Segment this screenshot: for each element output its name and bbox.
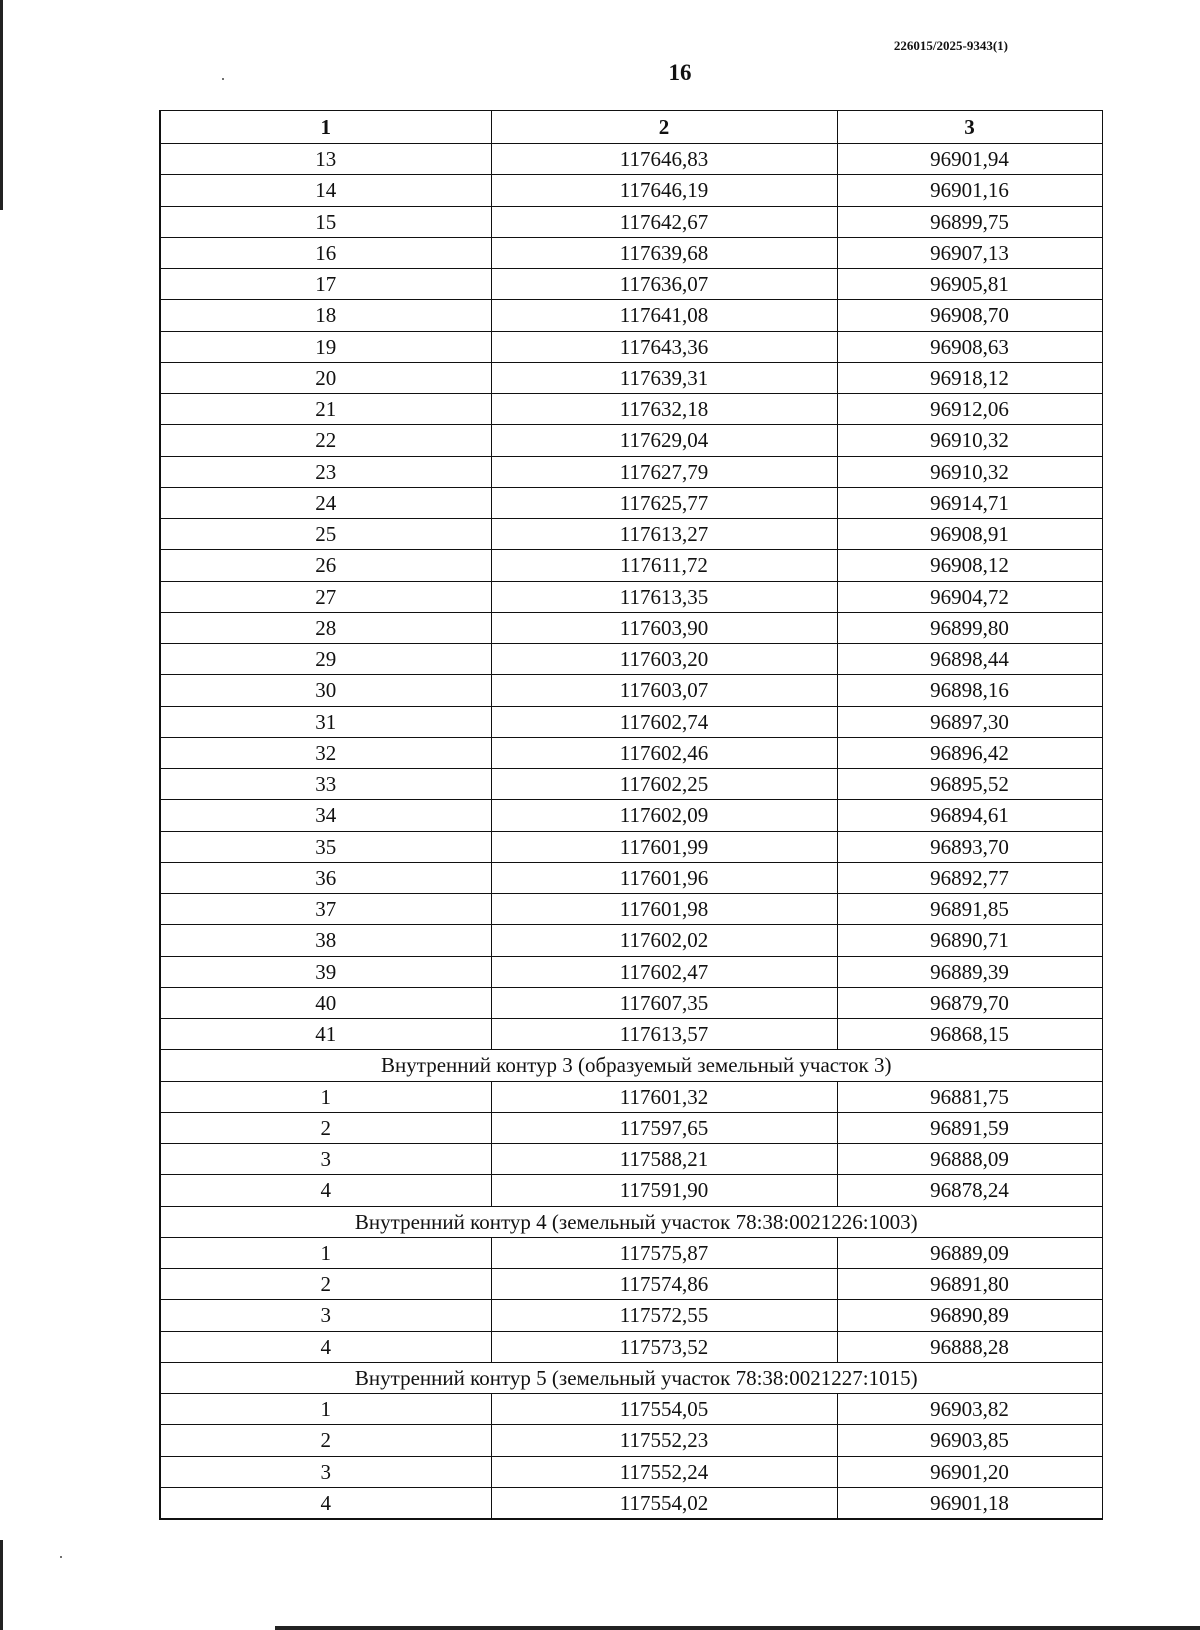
- point-number-cell: 37: [160, 894, 491, 925]
- point-number-cell: 27: [160, 581, 491, 612]
- table-row: [160, 425, 1102, 456]
- x-coordinate-cell: 117639,31: [491, 362, 837, 393]
- x-coordinate-cell: 117607,35: [491, 987, 837, 1018]
- table-row: [160, 206, 1102, 237]
- coordinates-table-body: [160, 111, 1102, 1520]
- point-number-cell: 4: [160, 1175, 491, 1206]
- point-number-cell: 19: [160, 331, 491, 362]
- table-row: [160, 1300, 1102, 1331]
- x-coordinate-cell: 117552,24: [491, 1456, 837, 1487]
- coordinates-table: [159, 110, 1103, 1520]
- x-coordinate-cell: 117601,96: [491, 862, 837, 893]
- point-number-cell: 29: [160, 644, 491, 675]
- x-coordinate-cell: 117602,25: [491, 769, 837, 800]
- x-coordinate-cell: 117613,27: [491, 519, 837, 550]
- x-coordinate-cell: 117602,09: [491, 800, 837, 831]
- y-coordinate-cell: 96908,63: [837, 331, 1102, 362]
- y-coordinate-cell: 96912,06: [837, 394, 1102, 425]
- point-number-cell: 22: [160, 425, 491, 456]
- point-number-cell: 2: [160, 1269, 491, 1300]
- point-number-cell: 35: [160, 831, 491, 862]
- x-coordinate-cell: 117602,02: [491, 925, 837, 956]
- section-title: Внутренний контур 4 (земельный участок 78:38:0021226:1003): [160, 1206, 1102, 1237]
- point-number-cell: 3: [160, 1300, 491, 1331]
- table-row: [160, 831, 1102, 862]
- x-coordinate-cell: 117554,02: [491, 1487, 837, 1519]
- table-row: [160, 706, 1102, 737]
- table-row: [160, 956, 1102, 987]
- y-coordinate-cell: 96903,85: [837, 1425, 1102, 1456]
- y-coordinate-cell: 96879,70: [837, 987, 1102, 1018]
- table-row: [160, 144, 1102, 175]
- x-coordinate-cell: 117613,57: [491, 1019, 837, 1050]
- scan-edge-bottom: [0, 1540, 3, 1630]
- x-coordinate-cell: 117632,18: [491, 394, 837, 425]
- y-coordinate-cell: 96901,94: [837, 144, 1102, 175]
- x-coordinate-cell: 117646,19: [491, 175, 837, 206]
- point-number-cell: 20: [160, 362, 491, 393]
- table-row: [160, 644, 1102, 675]
- y-coordinate-cell: 96910,32: [837, 425, 1102, 456]
- table-row: [160, 800, 1102, 831]
- table-row: [160, 519, 1102, 550]
- table-row: [160, 1175, 1102, 1206]
- y-coordinate-cell: 96908,12: [837, 550, 1102, 581]
- y-coordinate-cell: 96890,89: [837, 1300, 1102, 1331]
- y-coordinate-cell: 96899,75: [837, 206, 1102, 237]
- y-coordinate-cell: 96894,61: [837, 800, 1102, 831]
- x-coordinate-cell: 117636,07: [491, 269, 837, 300]
- scan-edge-top: [0, 0, 3, 210]
- x-coordinate-cell: 117601,98: [491, 894, 837, 925]
- y-coordinate-cell: 96888,09: [837, 1144, 1102, 1175]
- point-number-cell: 24: [160, 487, 491, 518]
- point-number-cell: 26: [160, 550, 491, 581]
- y-coordinate-cell: 96901,20: [837, 1456, 1102, 1487]
- document-number: 226015/2025-9343(1): [893, 38, 1008, 53]
- x-coordinate-cell: 117603,20: [491, 644, 837, 675]
- y-coordinate-cell: 96907,13: [837, 237, 1102, 268]
- point-number-cell: 1: [160, 1394, 491, 1425]
- y-coordinate-cell: 96890,71: [837, 925, 1102, 956]
- y-coordinate-cell: 96903,82: [837, 1394, 1102, 1425]
- table-row: [160, 269, 1102, 300]
- x-coordinate-cell: 117602,74: [491, 706, 837, 737]
- table-row: [160, 237, 1102, 268]
- table-row: [160, 737, 1102, 768]
- column-header: 3: [837, 111, 1102, 144]
- table-row: [160, 331, 1102, 362]
- x-coordinate-cell: 117573,52: [491, 1331, 837, 1362]
- column-header: 2: [491, 111, 837, 144]
- table-row: [160, 894, 1102, 925]
- point-number-cell: 14: [160, 175, 491, 206]
- x-coordinate-cell: 117602,46: [491, 737, 837, 768]
- x-coordinate-cell: 117646,83: [491, 144, 837, 175]
- table-row: [160, 1144, 1102, 1175]
- y-coordinate-cell: 96895,52: [837, 769, 1102, 800]
- table-row: [160, 862, 1102, 893]
- point-number-cell: 23: [160, 456, 491, 487]
- point-number-cell: 13: [160, 144, 491, 175]
- section-title-row: [160, 1206, 1102, 1237]
- point-number-cell: 33: [160, 769, 491, 800]
- point-number-cell: 38: [160, 925, 491, 956]
- y-coordinate-cell: 96910,32: [837, 456, 1102, 487]
- table-row: [160, 1112, 1102, 1143]
- y-coordinate-cell: 96896,42: [837, 737, 1102, 768]
- point-number-cell: 4: [160, 1487, 491, 1519]
- point-number-cell: 28: [160, 612, 491, 643]
- y-coordinate-cell: 96891,80: [837, 1269, 1102, 1300]
- y-coordinate-cell: 96901,16: [837, 175, 1102, 206]
- point-number-cell: 3: [160, 1144, 491, 1175]
- point-number-cell: 40: [160, 987, 491, 1018]
- y-coordinate-cell: 96908,91: [837, 519, 1102, 550]
- point-number-cell: 4: [160, 1331, 491, 1362]
- point-number-cell: 39: [160, 956, 491, 987]
- y-coordinate-cell: 96889,09: [837, 1237, 1102, 1268]
- x-coordinate-cell: 117643,36: [491, 331, 837, 362]
- point-number-cell: 2: [160, 1425, 491, 1456]
- point-number-cell: 1: [160, 1237, 491, 1268]
- table-row: [160, 1456, 1102, 1487]
- x-coordinate-cell: 117611,72: [491, 550, 837, 581]
- section-title: Внутренний контур 5 (земельный участок 78:38:0021227:1015): [160, 1362, 1102, 1393]
- x-coordinate-cell: 117554,05: [491, 1394, 837, 1425]
- scan-speck: [60, 1556, 62, 1558]
- y-coordinate-cell: 96898,44: [837, 644, 1102, 675]
- y-coordinate-cell: 96891,85: [837, 894, 1102, 925]
- point-number-cell: 32: [160, 737, 491, 768]
- table-row: [160, 1425, 1102, 1456]
- table-row: [160, 300, 1102, 331]
- scan-bottom-line: [275, 1626, 1200, 1630]
- x-coordinate-cell: 117603,07: [491, 675, 837, 706]
- y-coordinate-cell: 96898,16: [837, 675, 1102, 706]
- y-coordinate-cell: 96888,28: [837, 1331, 1102, 1362]
- column-header: 1: [160, 111, 491, 144]
- point-number-cell: 18: [160, 300, 491, 331]
- x-coordinate-cell: 117642,67: [491, 206, 837, 237]
- x-coordinate-cell: 117613,35: [491, 581, 837, 612]
- table-row: [160, 394, 1102, 425]
- y-coordinate-cell: 96914,71: [837, 487, 1102, 518]
- table-row: [160, 362, 1102, 393]
- y-coordinate-cell: 96918,12: [837, 362, 1102, 393]
- y-coordinate-cell: 96878,24: [837, 1175, 1102, 1206]
- point-number-cell: 31: [160, 706, 491, 737]
- table-row: [160, 487, 1102, 518]
- x-coordinate-cell: 117552,23: [491, 1425, 837, 1456]
- table-row: [160, 612, 1102, 643]
- table-row: [160, 769, 1102, 800]
- x-coordinate-cell: 117575,87: [491, 1237, 837, 1268]
- x-coordinate-cell: 117602,47: [491, 956, 837, 987]
- section-title-row: [160, 1362, 1102, 1393]
- table-row: [160, 987, 1102, 1018]
- point-number-cell: 21: [160, 394, 491, 425]
- y-coordinate-cell: 96891,59: [837, 1112, 1102, 1143]
- x-coordinate-cell: 117625,77: [491, 487, 837, 518]
- y-coordinate-cell: 96889,39: [837, 956, 1102, 987]
- x-coordinate-cell: 117591,90: [491, 1175, 837, 1206]
- table-row: [160, 925, 1102, 956]
- table-row: [160, 1487, 1102, 1519]
- x-coordinate-cell: 117641,08: [491, 300, 837, 331]
- y-coordinate-cell: 96897,30: [837, 706, 1102, 737]
- x-coordinate-cell: 117572,55: [491, 1300, 837, 1331]
- point-number-cell: 41: [160, 1019, 491, 1050]
- x-coordinate-cell: 117574,86: [491, 1269, 837, 1300]
- table-row: [160, 675, 1102, 706]
- y-coordinate-cell: 96908,70: [837, 300, 1102, 331]
- point-number-cell: 15: [160, 206, 491, 237]
- table-row: [160, 456, 1102, 487]
- y-coordinate-cell: 96868,15: [837, 1019, 1102, 1050]
- x-coordinate-cell: 117597,65: [491, 1112, 837, 1143]
- y-coordinate-cell: 96901,18: [837, 1487, 1102, 1519]
- table-row: [160, 581, 1102, 612]
- point-number-cell: 2: [160, 1112, 491, 1143]
- section-title-row: [160, 1050, 1102, 1081]
- x-coordinate-cell: 117588,21: [491, 1144, 837, 1175]
- table-row: [160, 1269, 1102, 1300]
- section-title: Внутренний контур 3 (образуемый земельный участок 3): [160, 1050, 1102, 1081]
- point-number-cell: 1: [160, 1081, 491, 1112]
- y-coordinate-cell: 96905,81: [837, 269, 1102, 300]
- point-number-cell: 17: [160, 269, 491, 300]
- table-row: [160, 1394, 1102, 1425]
- page-number: 16: [668, 60, 692, 85]
- point-number-cell: 25: [160, 519, 491, 550]
- y-coordinate-cell: 96899,80: [837, 612, 1102, 643]
- table-row: [160, 1237, 1102, 1268]
- x-coordinate-cell: 117639,68: [491, 237, 837, 268]
- x-coordinate-cell: 117629,04: [491, 425, 837, 456]
- table-row: [160, 1081, 1102, 1112]
- y-coordinate-cell: 96881,75: [837, 1081, 1102, 1112]
- y-coordinate-cell: 96892,77: [837, 862, 1102, 893]
- point-number-cell: 36: [160, 862, 491, 893]
- point-number-cell: 3: [160, 1456, 491, 1487]
- point-number-cell: 30: [160, 675, 491, 706]
- x-coordinate-cell: 117601,32: [491, 1081, 837, 1112]
- table-header-row: [160, 111, 1102, 144]
- point-number-cell: 16: [160, 237, 491, 268]
- y-coordinate-cell: 96904,72: [837, 581, 1102, 612]
- x-coordinate-cell: 117601,99: [491, 831, 837, 862]
- point-number-cell: 34: [160, 800, 491, 831]
- table-row: [160, 1331, 1102, 1362]
- table-row: [160, 550, 1102, 581]
- y-coordinate-cell: 96893,70: [837, 831, 1102, 862]
- table-row: [160, 175, 1102, 206]
- x-coordinate-cell: 117627,79: [491, 456, 837, 487]
- x-coordinate-cell: 117603,90: [491, 612, 837, 643]
- table-row: [160, 1019, 1102, 1050]
